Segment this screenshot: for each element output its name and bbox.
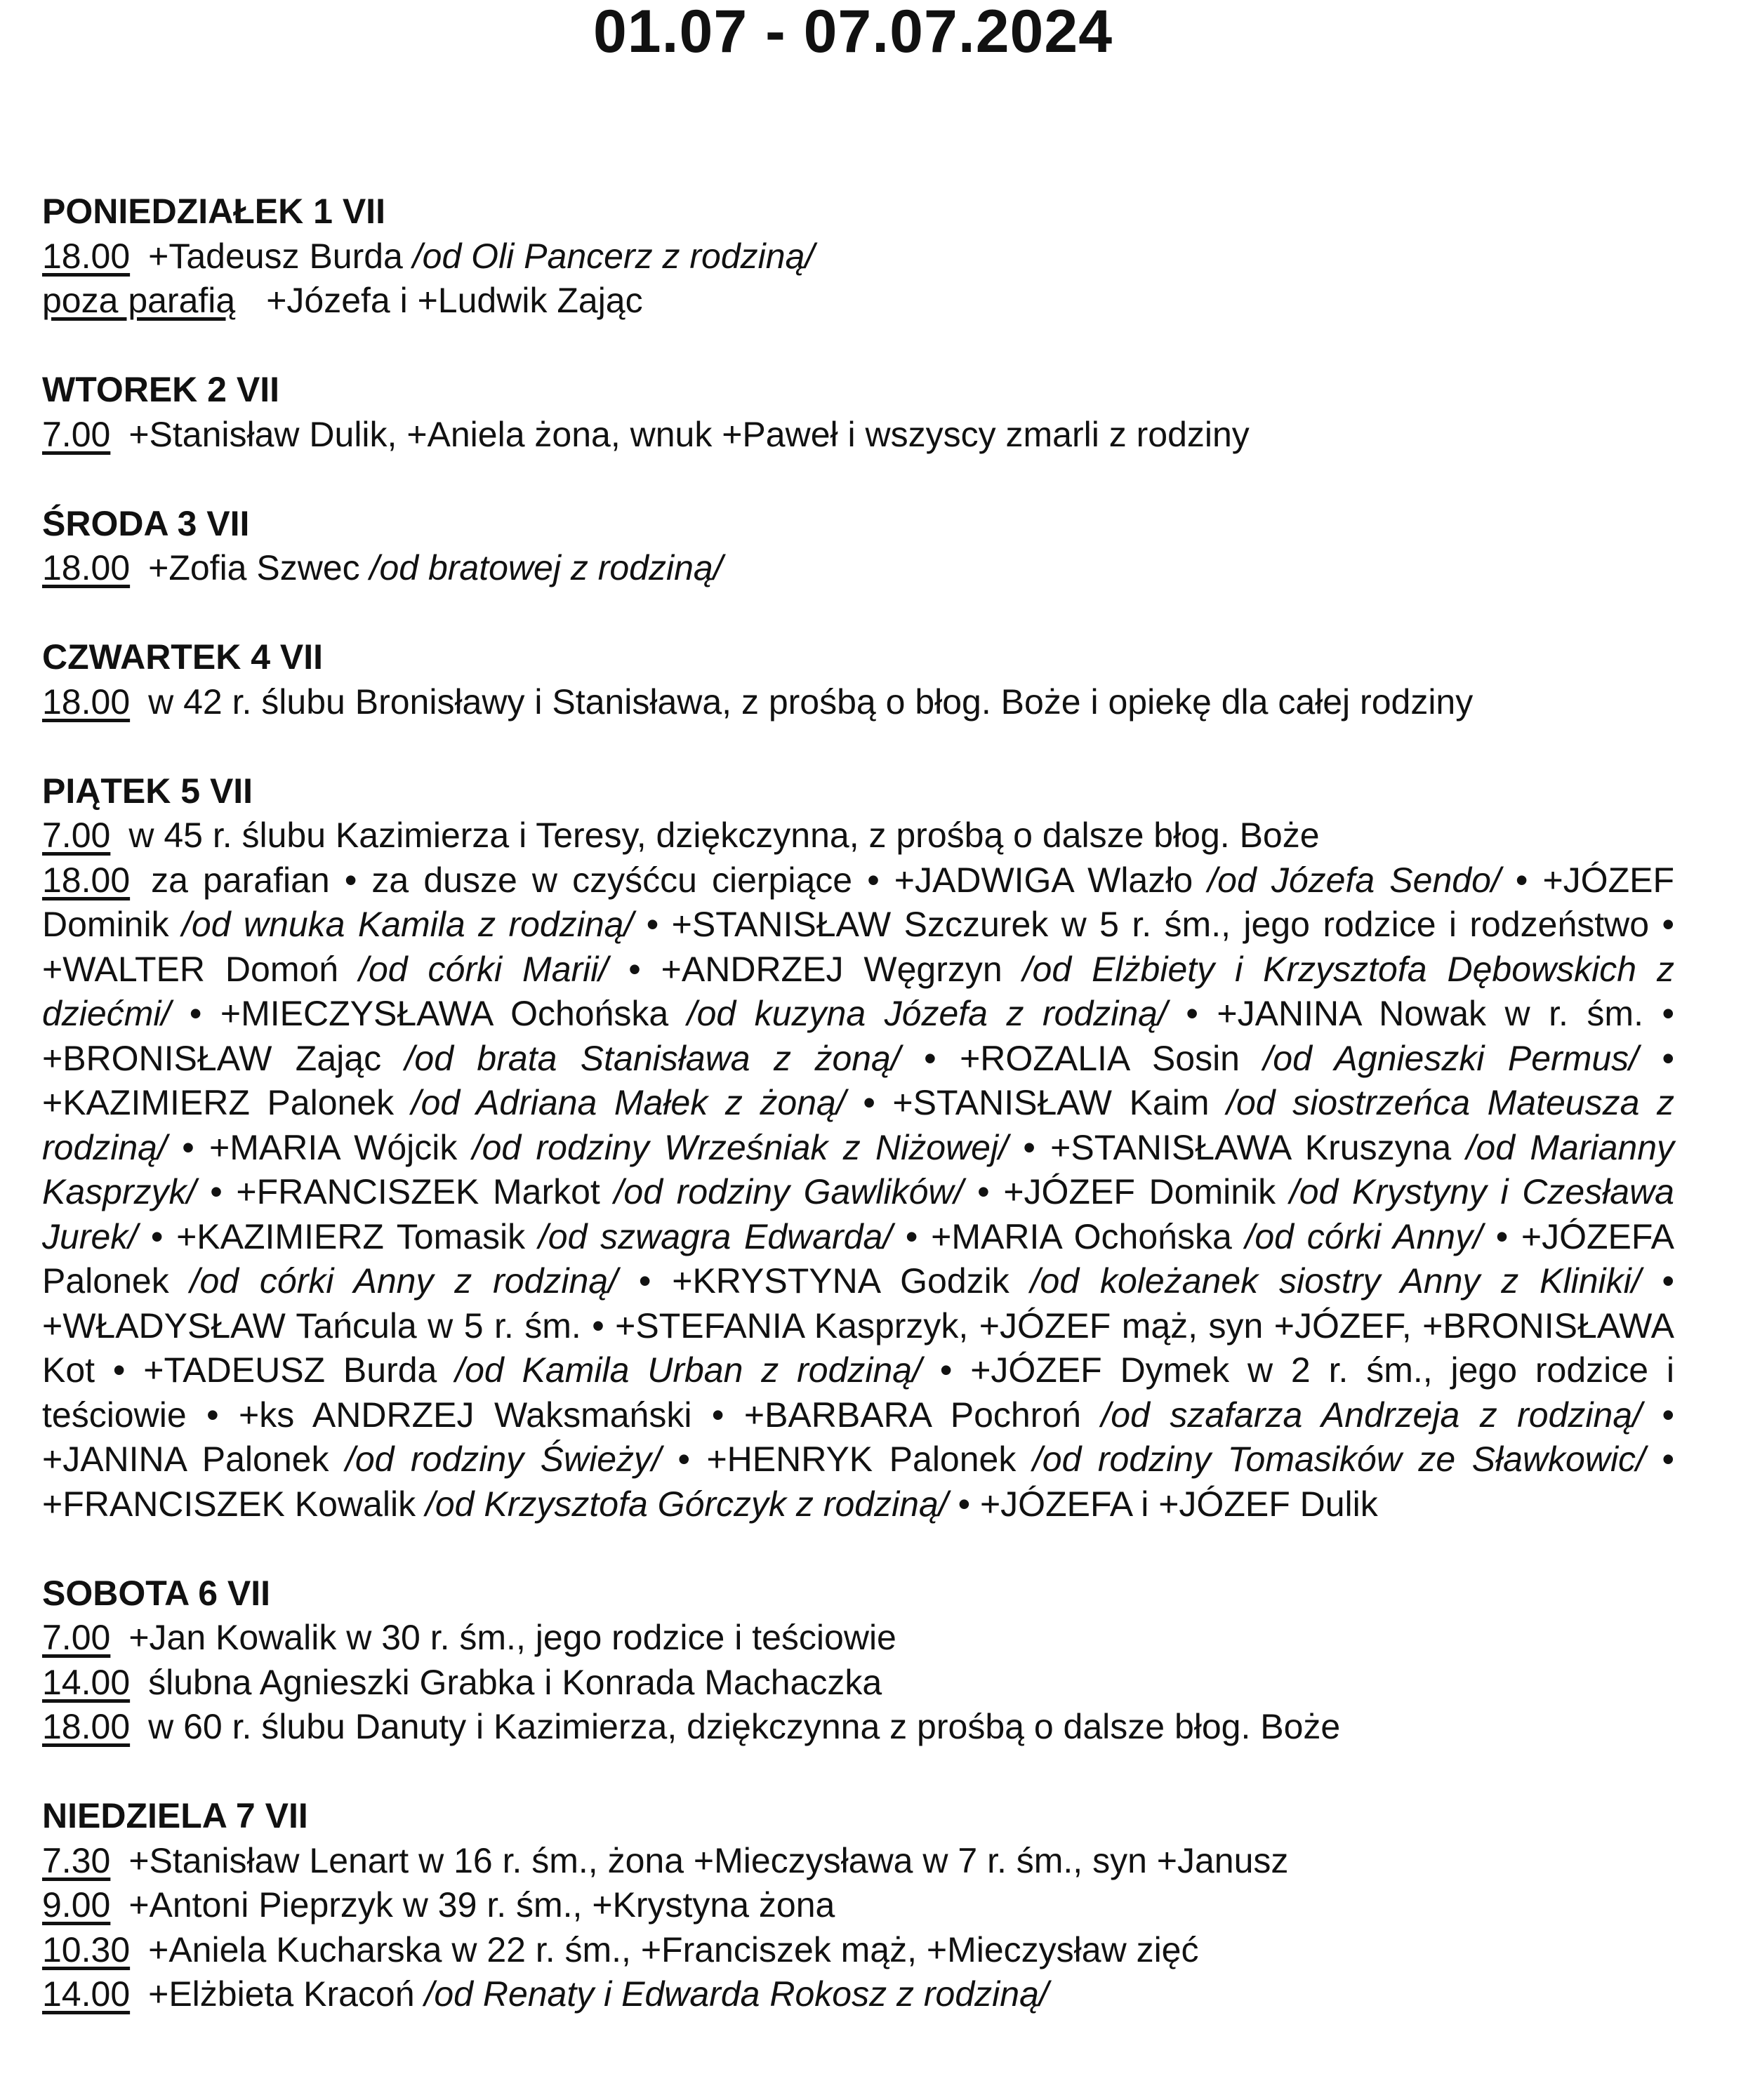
intention-note: /od Kamila Urban z rodziną/	[455, 1350, 922, 1390]
intention-note: /od Adriana Małek z żoną/	[411, 1083, 846, 1122]
day-thursday	[42, 635, 1674, 724]
mass-entry	[42, 413, 1674, 458]
intention-text: • +FRANCISZEK Markot	[196, 1172, 614, 1211]
intention-text: • +WŁADYSŁAW Tańcula w 5 r. śm. • +STEFANIA Kasprzyk, +JÓZEF mąż, syn +JÓZEF, +BRONISŁAWA Kot • +TADEUSZ Burda	[42, 1261, 1674, 1390]
mass-intention: ślubna Agnieszki Grabka i Konrada Machaczka	[148, 1662, 882, 1702]
intention-note: /od Krzysztofa Górczyk z rodziną/	[425, 1484, 948, 1524]
intention-note: /od Oli Pancerz z rodziną/	[412, 236, 815, 276]
mass-entry	[42, 1839, 1674, 1884]
day-saturday	[42, 1571, 1674, 1750]
day-wednesday	[42, 502, 1674, 591]
mass-entry	[42, 1616, 1674, 1661]
intention-note: /od Marianny Kasprzyk/	[42, 1127, 1674, 1211]
day-friday	[42, 769, 1674, 1527]
intention-note: /od szwagra Edwarda/	[538, 1216, 893, 1256]
mass-entry	[42, 680, 1674, 725]
schedule-content	[42, 190, 1674, 2017]
intention-text: • +JÓZEFA i +JÓZEF Dulik	[948, 1484, 1378, 1524]
mass-intention: +Elżbieta Kracoń	[148, 1974, 415, 2014]
mass-time: 9.00	[42, 1885, 111, 1925]
intention-note: /od kuzyna Józefa z rodziną/	[687, 994, 1167, 1033]
intention-text: • +JÓZEF Dominik	[42, 860, 1675, 944]
intention-text: • +KAZIMIERZ Palonek	[42, 1038, 1674, 1122]
intention-text: • +MARIA Wójcik	[166, 1127, 472, 1167]
intention-note: /od rodziny Wrześniak z Niżowej/	[472, 1127, 1008, 1167]
mass-location: poza parafią	[42, 281, 236, 320]
intention-text: • +JÓZEF Dominik	[963, 1172, 1290, 1211]
mass-time: 7.00	[42, 816, 111, 855]
mass-time: 18.00	[42, 860, 131, 900]
day-heading: NIEDZIELA 7 VII	[42, 1796, 308, 1835]
mass-entry	[42, 234, 1674, 279]
intention-note: /od Elżbiety i Krzysztofa Dębowskich z dziećmi/	[42, 949, 1675, 1033]
mass-intention: +Jan Kowalik w 30 r. śm., jego rodzice i teściowie	[128, 1618, 896, 1657]
intention-note: /od brata Stanisława z żoną/	[404, 1038, 901, 1078]
day-heading: ŚRODA 3 VII	[42, 503, 250, 543]
mass-entry	[42, 1928, 1674, 1973]
intention-note: /od Krystyny i Czesława Jurek/	[42, 1172, 1674, 1256]
mass-time: 7.00	[42, 1618, 111, 1657]
mass-time: 7.30	[42, 1840, 111, 1880]
page-title: 01.07 - 07.07.2024	[593, 0, 1113, 65]
mass-intention: +Aniela Kucharska w 22 r. śm., +Franciszek mąż, +Mieczysław zięć	[148, 1929, 1199, 1969]
mass-intention: +Tadeusz Burda	[148, 236, 403, 276]
intention-note: /od Józefa Sendo/	[1207, 860, 1501, 900]
intention-text: • +FRANCISZEK Kowalik	[42, 1440, 1674, 1524]
intention-note: /od szafarza Andrzeja z rodziną/	[1101, 1395, 1643, 1435]
intention-text: • +JÓZEF Dymek w 2 r. śm., jego rodzice i teściowie • +ks ANDRZEJ Waksmański • +BARBARA Pochroń	[42, 1350, 1675, 1435]
day-sunday	[42, 1794, 1674, 2017]
mass-time: 18.00	[42, 548, 131, 587]
day-heading: PIĄTEK 5 VII	[42, 771, 253, 811]
mass-time: 10.30	[42, 1929, 131, 1969]
mass-intention: +Józefa i +Ludwik Zając	[266, 281, 643, 320]
mass-entry	[42, 279, 1674, 324]
day-tuesday	[42, 368, 1674, 457]
mass-intention: +Antoni Pieprzyk w 39 r. śm., +Krystyna żona	[128, 1885, 835, 1925]
mass-intention: +Zofia Szwec	[148, 548, 360, 587]
intention-note: /od koleżanek siostry Anny z Kliniki/	[1030, 1261, 1641, 1301]
intention-note: /od wnuka Kamila z rodziną/	[182, 905, 634, 944]
mass-time: 7.00	[42, 414, 111, 454]
mass-entry	[42, 1883, 1674, 1928]
intention-note: /od siostrzeńca Mateusza z rodziną/	[42, 1083, 1674, 1167]
intention-text: • +JANINA Palonek	[42, 1395, 1674, 1479]
mass-intention: +Stanisław Lenart w 16 r. śm., żona +Mieczysława w 7 r. śm., syn +Janusz	[128, 1840, 1289, 1880]
intention-text: • +KAZIMIERZ Tomasik	[138, 1216, 538, 1256]
mass-time: 14.00	[42, 1662, 131, 1702]
intention-note: /od rodziny Świeży/	[345, 1440, 661, 1479]
intention-note: /od córki Anny/	[1245, 1216, 1483, 1256]
intention-text: • +HENRYK Palonek	[661, 1440, 1033, 1479]
mass-intention: w 60 r. ślubu Danuty i Kazimierza, dziękczynna z prośbą o dalsze błog. Boże	[148, 1707, 1341, 1746]
intention-note: /od bratowej z rodziną/	[369, 548, 723, 587]
intention-text: • +STANISŁAWA Kruszyna	[1008, 1127, 1467, 1167]
intention-text: • +ROZALIA Sosin	[900, 1038, 1264, 1078]
collective-intentions	[42, 858, 1674, 1527]
mass-time: 18.00	[42, 1707, 131, 1746]
mass-time: 14.00	[42, 1974, 131, 2014]
mass-entry	[42, 1972, 1674, 2017]
mass-entry	[42, 1705, 1674, 1750]
day-heading: PONIEDZIAŁEK 1 VII	[42, 192, 385, 231]
intention-text: za parafian • za dusze w czyśćcu cierpiące • +JADWIGA Wlazło	[151, 860, 1208, 900]
intention-text: • +STANISŁAW Szczurek w 5 r. śm., jego rodzice i rodzeństwo • +WALTER Domoń	[42, 905, 1674, 989]
intention-text: • +STANISŁAW Kaim	[845, 1083, 1227, 1122]
intention-text: • +ANDRZEJ Węgrzyn	[608, 949, 1023, 989]
intention-text: • +MARIA Ochońska	[892, 1216, 1245, 1256]
intention-note: /od rodziny Gawlików/	[614, 1172, 964, 1211]
intention-text: • +MIECZYSŁAWA Ochońska	[171, 994, 687, 1033]
mass-time: 18.00	[42, 682, 131, 722]
day-monday	[42, 190, 1674, 324]
mass-intention: +Stanisław Dulik, +Aniela żona, wnuk +Paweł i wszyscy zmarli z rodziny	[128, 414, 1250, 454]
day-heading: CZWARTEK 4 VII	[42, 637, 324, 677]
day-heading: WTOREK 2 VII	[42, 370, 280, 409]
intention-note: /od rodziny Tomasików ze Sławkowic/	[1032, 1440, 1646, 1479]
intention-note: /od Renaty i Edwarda Rokosz z rodziną/	[424, 1974, 1049, 2014]
mass-entry	[42, 546, 1674, 591]
intention-note: /od Agnieszki Permus/	[1263, 1038, 1639, 1078]
mass-intention: w 42 r. ślubu Bronisławy i Stanisława, z prośbą o błog. Boże i opiekę dla całej rodziny	[148, 682, 1474, 722]
mass-time: 18.00	[42, 236, 131, 276]
mass-entry	[42, 1661, 1674, 1706]
intention-text: • +JÓZEFA Palonek	[42, 1216, 1675, 1301]
mass-intention: w 45 r. ślubu Kazimierza i Teresy, dziękczynna, z prośbą o dalsze błog. Boże	[128, 816, 1320, 855]
mass-entry	[42, 813, 1674, 858]
day-heading: SOBOTA 6 VII	[42, 1573, 271, 1613]
intention-note: /od córki Anny z rodziną/	[190, 1261, 618, 1301]
intention-text: • +KRYSTYNA Godzik	[618, 1261, 1031, 1301]
intention-note: /od córki Marii/	[359, 949, 609, 989]
intention-text: • +JANINA Nowak w r. śm. • +BRONISŁAW Zając	[42, 994, 1674, 1078]
